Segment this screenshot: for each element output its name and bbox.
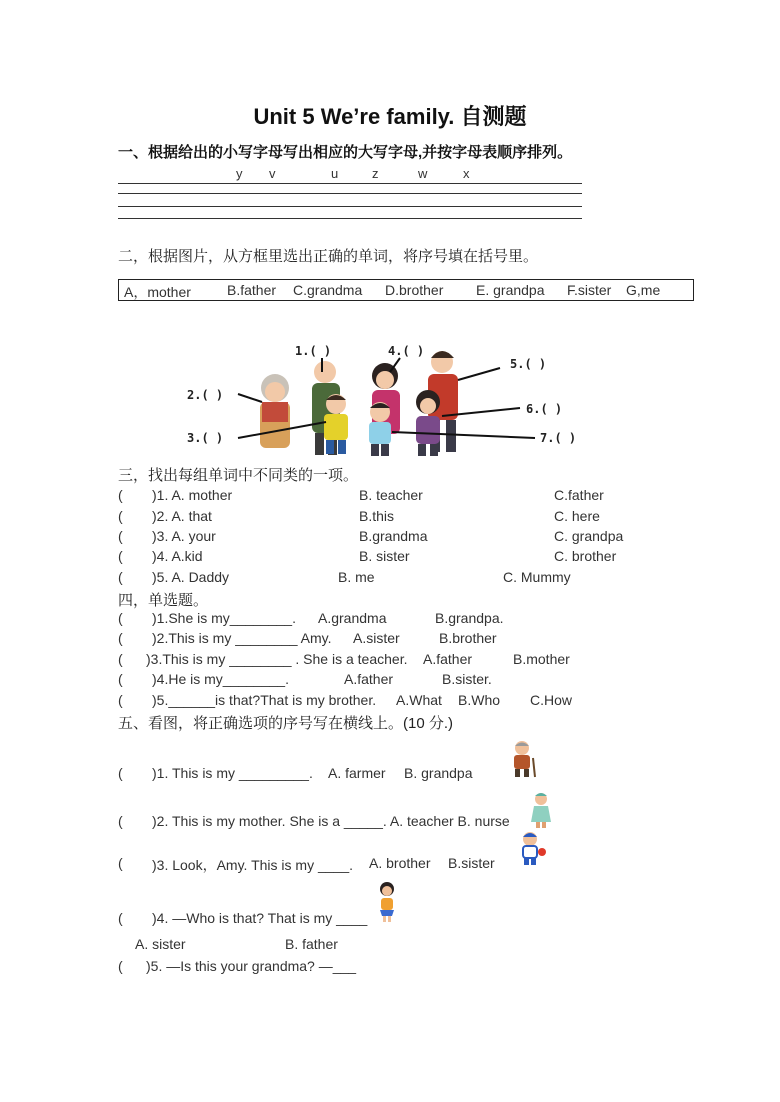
option-c: C. Mummy: [503, 569, 571, 585]
option-c: C. grandpa: [554, 528, 624, 544]
sister-picture: [376, 880, 398, 922]
option-b: B.grandma: [359, 528, 428, 544]
letter-w: w: [418, 166, 428, 181]
option-a: A.grandma: [318, 610, 387, 626]
question-text: )3.This is my ________ . She is a teacher.: [146, 651, 408, 667]
part5-heading: 五、看图，将正确选项的序号写在横线上。(10 分.): [118, 715, 454, 732]
writing-line[interactable]: [118, 218, 582, 219]
picture-label-7: 7.( ): [540, 431, 577, 445]
letter-v: v: [269, 166, 276, 181]
writing-line[interactable]: [118, 193, 582, 194]
part2-heading: 二，根据图片，从方框里选出正确的单词，将序号填在括号里。: [118, 248, 539, 265]
word-option: G,me: [626, 282, 661, 298]
word-option: E. grandpa: [476, 282, 545, 298]
writing-line[interactable]: [118, 206, 582, 207]
question-text: )1. A. mother: [152, 487, 233, 503]
question-text: )3. A. your: [152, 528, 216, 544]
word-option: B.father: [227, 282, 277, 298]
option-c: C.How: [530, 692, 573, 708]
option-b: B. grandpa: [404, 765, 473, 781]
question-text: )5. —Is this your grandma? —___: [146, 958, 357, 974]
page-title: Unit 5 We’re family. 自测题: [253, 104, 527, 129]
option-b: B.grandpa.: [435, 610, 504, 626]
option-a: A.What: [396, 692, 442, 708]
letter-y: y: [236, 166, 243, 181]
option-b: B.sister.: [442, 671, 492, 687]
word-option: C.grandma: [293, 282, 363, 298]
option-b: B.this: [359, 508, 395, 524]
option-a: A.father: [344, 671, 394, 687]
picture-label-2: 2.( ): [187, 388, 224, 402]
answer-paren: (: [118, 692, 123, 708]
letter-u: u: [331, 166, 339, 181]
question-text: )3. Look，Amy. This is my ____.: [152, 857, 353, 873]
question-text: )4. —Who is that? That is my ____: [152, 910, 368, 926]
grandpa-picture: [502, 738, 542, 778]
word-option: A，mother: [124, 284, 191, 300]
picture-label-1: 1.( ): [295, 344, 332, 358]
picture-label-6: 6.( ): [526, 402, 563, 416]
question-text: )4.He is my________.: [152, 671, 289, 687]
me-figure: [369, 402, 391, 456]
question-text: )1.She is my________.: [152, 610, 296, 626]
answer-paren: (: [118, 671, 123, 687]
question-text: )1. This is my _________.: [152, 765, 313, 781]
answer-paren: (: [118, 765, 123, 781]
option-c: C.father: [554, 487, 604, 503]
picture-label-3: 3.( ): [187, 431, 224, 445]
brother-picture: [514, 830, 548, 866]
option-a: A. sister: [135, 936, 186, 952]
option-a: A. farmer: [328, 765, 386, 781]
option-a: A. brother: [369, 855, 431, 871]
sister-figure: [416, 390, 440, 456]
part4-heading: 四，单选题。: [118, 592, 209, 609]
question-text: )5. A. Daddy: [152, 569, 230, 585]
option-b: B.brother: [439, 630, 497, 646]
option-b: B.mother: [513, 651, 570, 667]
part3-heading: 三，找出每组单词中不同类的一项。: [118, 467, 359, 484]
option-b: B. me: [338, 569, 375, 585]
answer-paren: (: [118, 651, 123, 667]
answer-paren: (: [118, 813, 123, 829]
answer-paren: (: [118, 487, 123, 503]
answer-paren: (: [118, 548, 123, 564]
answer-paren: (: [118, 528, 123, 544]
word-option: D.brother: [385, 282, 444, 298]
option-b: B. sister: [359, 548, 410, 564]
grandma-figure: [260, 374, 290, 448]
question-text: )5.______is that?That is my brother.: [152, 692, 377, 708]
option-a: A.sister: [353, 630, 400, 646]
question-text: )2. This is my mother. She is a _____. A. teacher B. nurse: [152, 813, 510, 829]
answer-paren: (: [118, 630, 123, 646]
question-text: )2.This is my ________ Amy.: [152, 630, 332, 646]
letter-x: x: [463, 166, 470, 181]
nurse-picture: [528, 790, 554, 828]
option-b: B.sister: [448, 855, 495, 871]
question-text: )2. A. that: [152, 508, 212, 524]
option-b: B. father: [285, 936, 338, 952]
answer-paren: (: [118, 855, 123, 871]
answer-paren: (: [118, 508, 123, 524]
writing-line[interactable]: [118, 183, 582, 184]
answer-paren: (: [118, 569, 123, 585]
question-text: )4. A.kid: [152, 548, 203, 564]
letter-z: z: [372, 166, 379, 181]
answer-paren: (: [118, 958, 123, 974]
picture-label-5: 5.( ): [510, 357, 547, 371]
word-option: F.sister: [567, 282, 612, 298]
option-c: C. here: [554, 508, 600, 524]
picture-label-4: 4.( ): [388, 344, 425, 358]
part1-heading: 一、根据给出的小写字母写出相应的大写字母,并按字母表顺序排列。: [118, 144, 573, 161]
option-c: C. brother: [554, 548, 617, 564]
answer-paren: (: [118, 910, 123, 926]
answer-paren: (: [118, 610, 123, 626]
option-b: B. teacher: [359, 487, 423, 503]
option-a: A.father: [423, 651, 473, 667]
option-b: B.Who: [458, 692, 501, 708]
